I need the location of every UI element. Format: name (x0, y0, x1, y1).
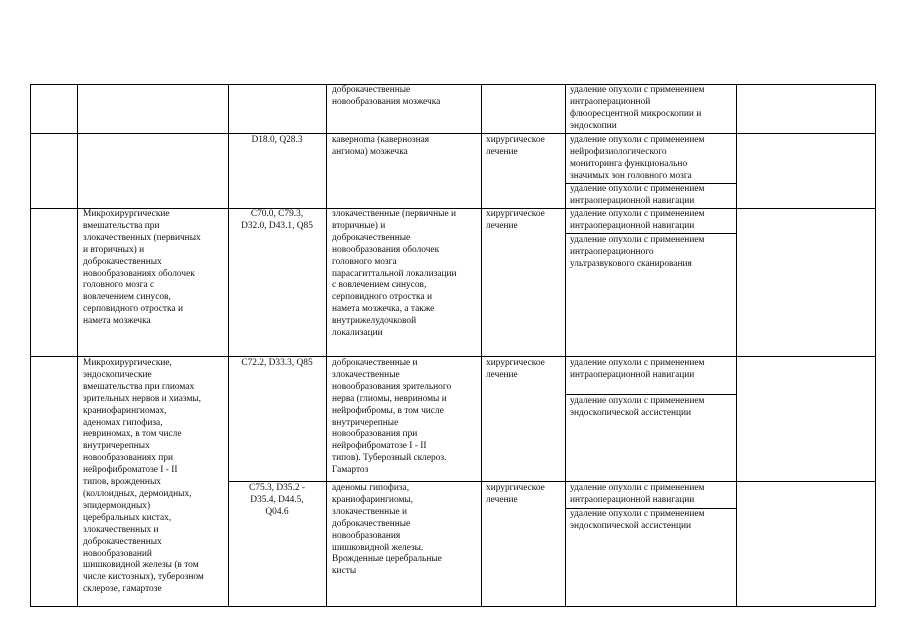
disease-model: каверноma (кавернозная ангиома) мозжечка (332, 135, 430, 157)
treatment-type: хирургическое лечение (486, 135, 545, 157)
treatment-method: удаление опухоли с применением нейрофизиологического мониторинга функционально значимых зон головного мозга (570, 135, 705, 181)
disease-model: доброкачественные и злокачественные новообразования зрительного нерва (глиомы, невриномы и нейрофибромы, в том числе внутричерепные новообразования при нейрофиброматозе I - II типов). Туберозный склероз. Гамартоз (332, 358, 452, 476)
icd-codes: C75.3, D35.2 - D35.4, D44.5, Q04.6 (249, 483, 305, 517)
table-border-bottom (30, 606, 876, 607)
icd-codes: C72.2, D33.3, Q85 (241, 358, 313, 368)
method-divider (565, 233, 736, 234)
row-divider (30, 356, 876, 357)
intervention-name: Микрохирургические, эндоскопические вмешательства при глиомах зрительных нервов и хиазмы, краниофарингиомах, аденомах гипофиза, невриномах, в том числе внутричерепных новообразованиях при нейрофиброматозе I - II типов, врожденных (коллоидных, дермоидных, эпидермоидных) церебральных кистах, злокачественных и доброкачественных новообразований шишковидной железы (в том числе кистозных), туберозном склерозе, гамартозе (83, 358, 204, 595)
treatment-method: удаление опухоли с применением эндоскопической ассистенции (570, 396, 705, 418)
column-divider (228, 84, 229, 606)
treatment-method: удаление опухоли с применением интраоперационной навигации (570, 209, 705, 231)
row-divider (30, 133, 876, 134)
table-border-right (875, 84, 876, 606)
treatment-method: удаление опухоли с применением эндоскопической ассистенции (570, 509, 705, 531)
column-divider (565, 84, 566, 606)
treatment-type: хирургическое лечение (486, 483, 545, 505)
table-border-left (30, 84, 31, 606)
column-divider (481, 84, 482, 606)
disease-model: доброкачественные новообразования мозжечка (332, 85, 441, 107)
column-divider (326, 84, 327, 606)
intervention-name: Микрохирургические вмешательства при злокачественных (первичных и вторичных) и доброкачественных новообразованиях оболочек головного мозга с вовлечением синусов, серповидного отростка и намета мозжечка (83, 209, 201, 327)
disease-model: злокачественные (первичные и вторичные) и доброкачественные новообразования оболочек головного мозга парасагиттальной локализации с вовлечением синусов, серповидного отростка и намета мозжечка, а также внутрижелудочковой локализации (332, 209, 457, 339)
disease-model: аденомы гипофиза, краниофарингиомы, злокачественные и доброкачественные новообразования шишковидной железы. Врожденные церебральные кисты (332, 483, 442, 577)
treatment-type: хирургическое лечение (486, 209, 545, 231)
column-divider (77, 84, 78, 606)
treatment-method: удаление опухоли с применением интраоперационной навигации (570, 184, 705, 206)
sub-row-divider (228, 481, 876, 482)
treatment-method: удаление опухоли с применением интраоперационной флюоресцентной микроскопии и эндоскопии (570, 85, 705, 131)
treatment-method: удаление опухоли с применением интраоперационной навигации (570, 483, 705, 505)
icd-codes: D18.0, Q28.3 (251, 135, 303, 145)
icd-codes: C70.0, C79.3, D32.0, D43.1, Q85 (241, 209, 313, 231)
treatment-method: удаление опухоли с применением интраоперационной навигации (570, 358, 705, 380)
column-divider (736, 84, 737, 606)
treatment-method: удаление опухоли с применением интраоперационного ультразвукового сканирования (570, 235, 705, 269)
method-divider (565, 394, 736, 395)
treatment-type: хирургическое лечение (486, 358, 545, 380)
